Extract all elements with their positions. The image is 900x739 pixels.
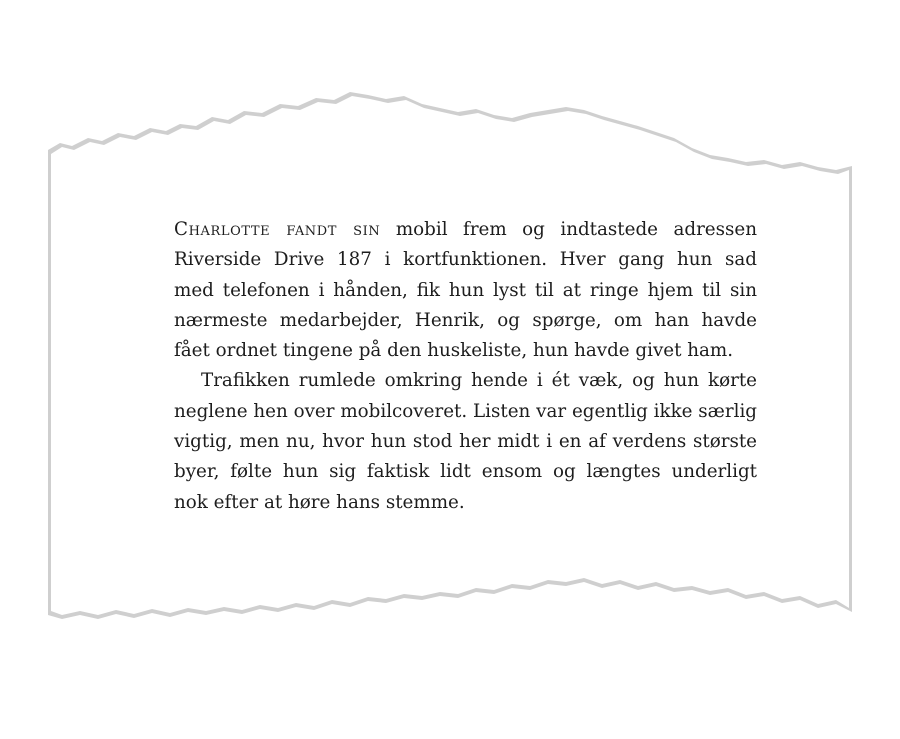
text-line: neglene hen over mobilcoveret. Listen var egentlig ikke særlig [174, 400, 757, 422]
text-line: Riverside Drive 187 i kortfunktionen. Hver gang hun sad [174, 249, 757, 271]
text-line: Trafikken rumlede omkring hende i ét væk, og hun kørte [201, 370, 757, 392]
text-line: nærmeste medarbejder, Henrik, og spørge, om han havde [174, 309, 757, 331]
text-line: med telefonen i hånden, fik hun lyst til at ringe hjem til sin [174, 279, 757, 301]
text-line: byer, følte hun sig faktisk lidt ensom og længtes underligt [174, 461, 757, 483]
text-line: vigtig, men nu, hvor hun stod her midt i en af verdens største [174, 431, 757, 453]
text-line: fået ordnet tingene på den huskeliste, hun havde givet ham. [174, 340, 734, 362]
body-text [174, 215, 757, 518]
chapter-lead-in: Charlotte fandt sin [174, 219, 381, 240]
text-line: nok efter at høre hans stemme. [174, 491, 465, 513]
text-line: Charlotte fandt sin mobil frem og indtastede adressen [174, 219, 757, 240]
